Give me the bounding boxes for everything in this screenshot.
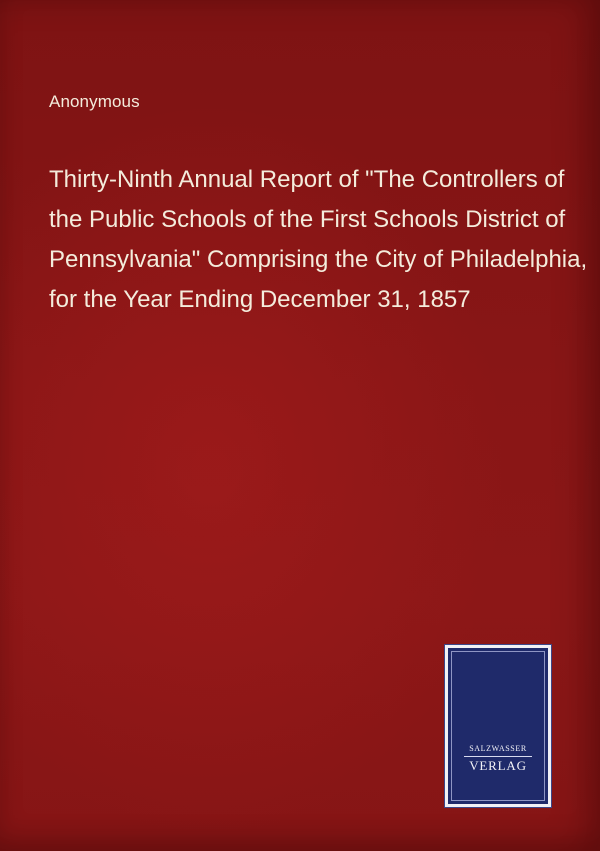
publisher-logo-divider	[464, 756, 532, 757]
publisher-name-line1: SALZWASSER	[469, 744, 527, 753]
book-title: Thirty-Ninth Annual Report of "The Controllers of the Public Schools of the First Schools District of Pennsylvania" Comprising the City of Philadelphia, for the Year Ending December 31, 1857	[49, 166, 588, 313]
publisher-logo	[445, 645, 551, 807]
publisher-name-line2: VERLAG	[469, 758, 527, 773]
author-name: Anonymous	[49, 92, 140, 111]
publisher-logo-frame	[451, 651, 545, 801]
